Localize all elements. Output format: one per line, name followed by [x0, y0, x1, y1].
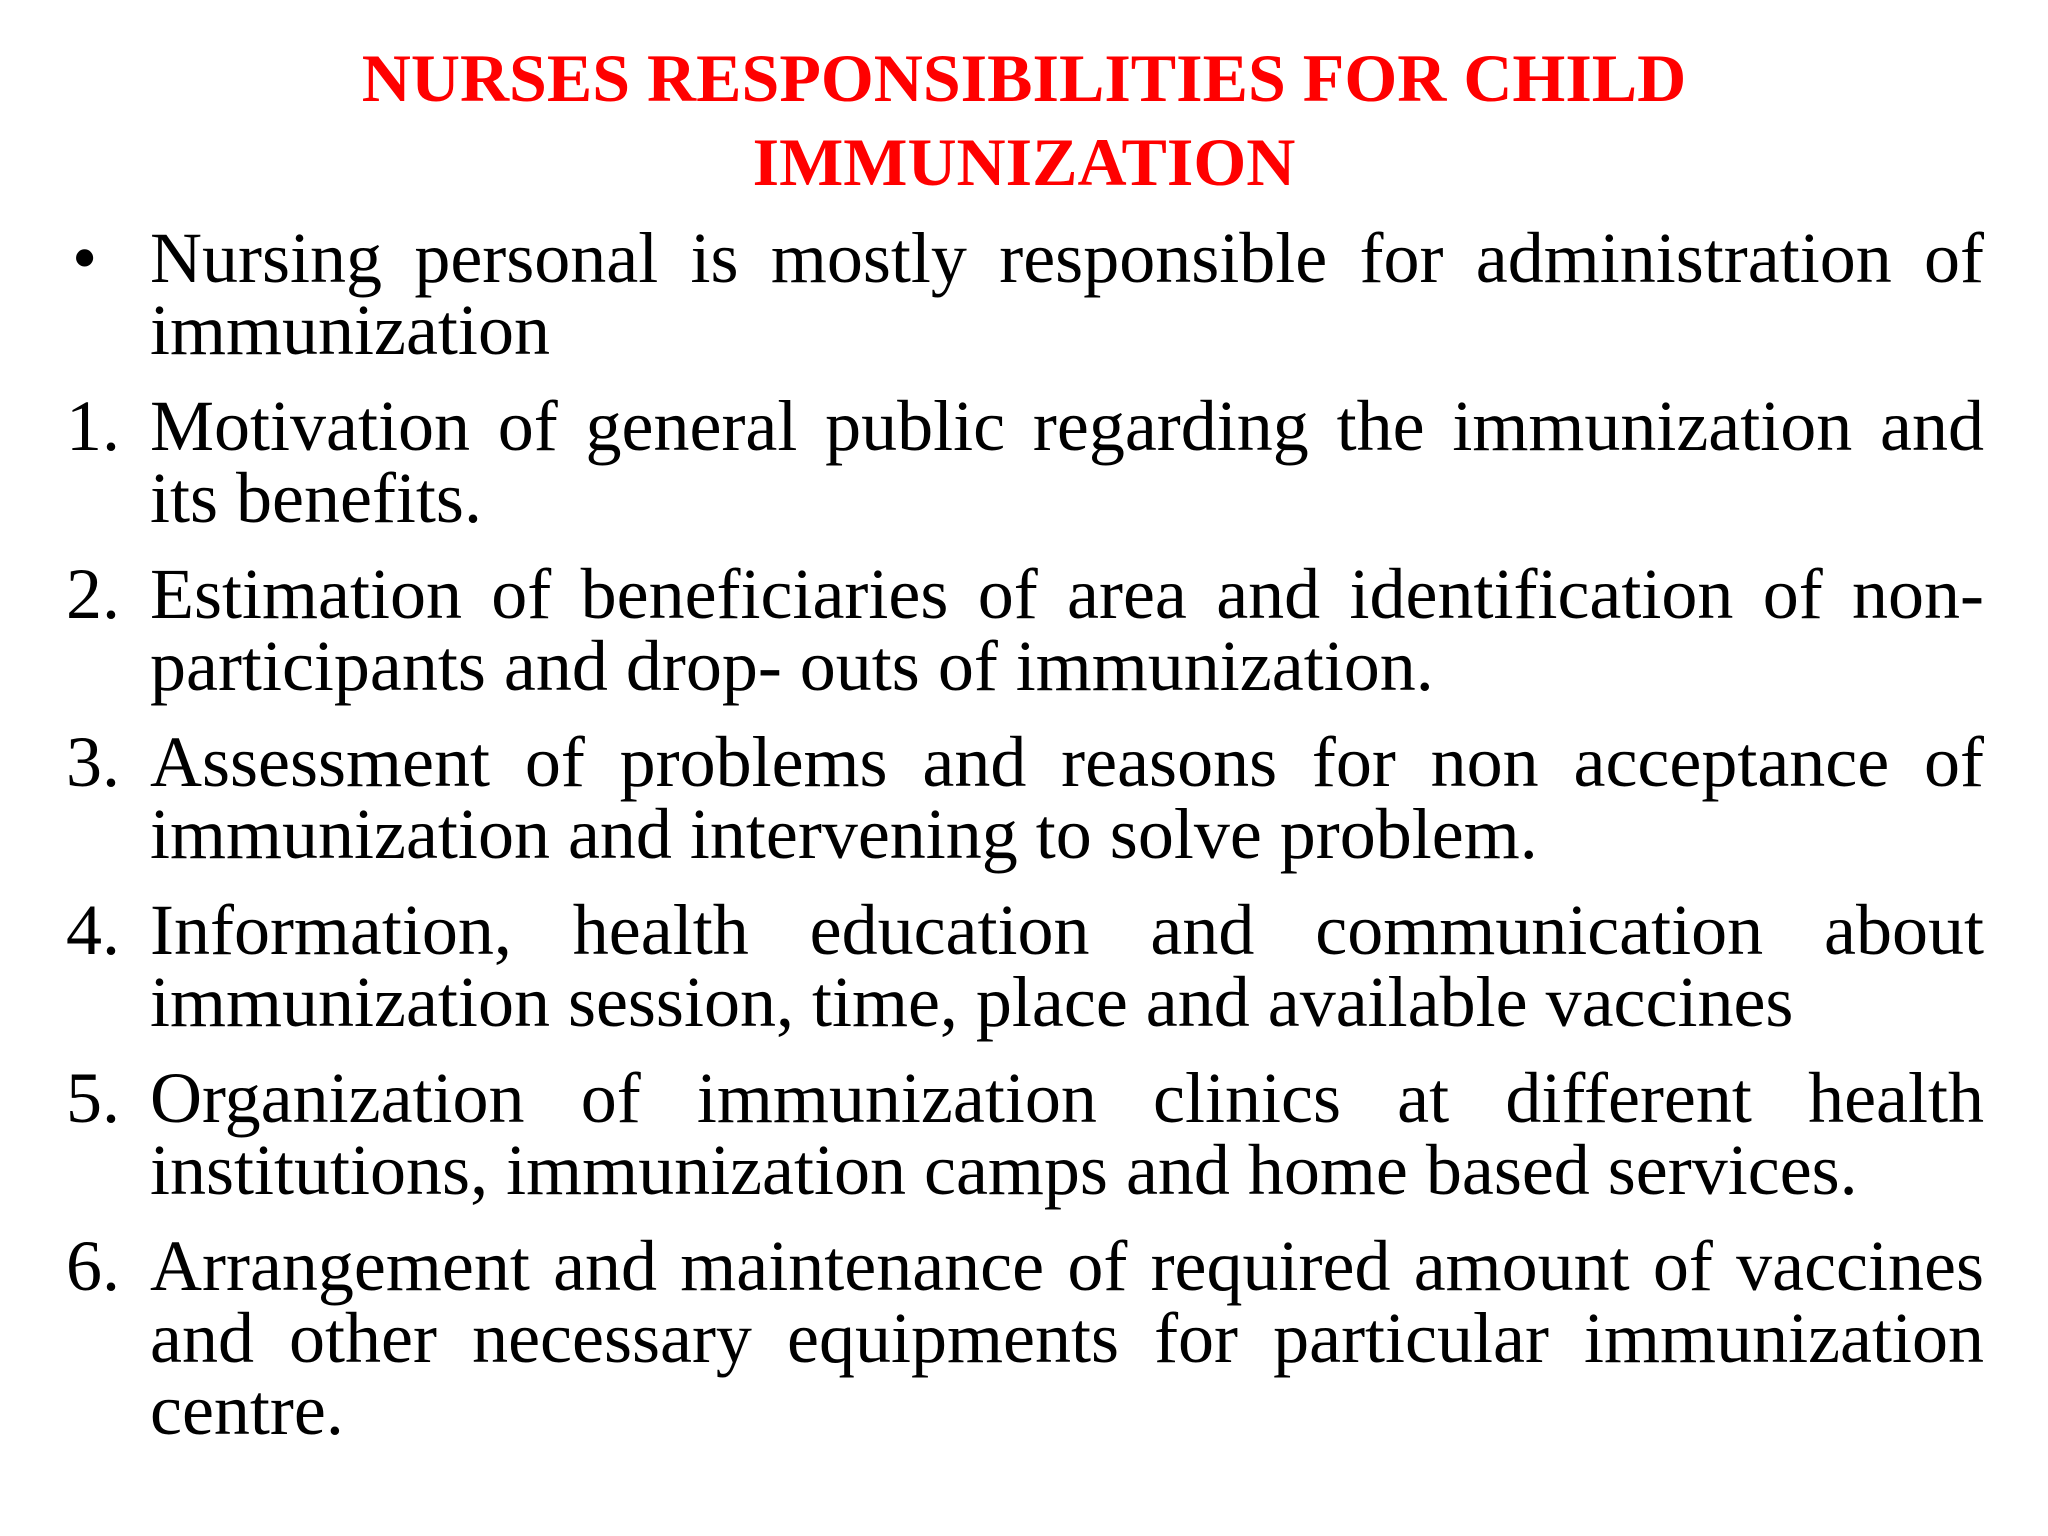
list-number: 6. — [66, 1226, 120, 1306]
list-number: 5. — [66, 1058, 120, 1138]
list-item — [66, 386, 1984, 538]
list-item-text: Motivation of general public regarding the immunization and its benefits. — [150, 386, 1984, 538]
list-number: 4. — [66, 890, 120, 970]
list-item-text: Assessment of problems and reasons for non acceptance of immunization and intervening to solve problem. — [150, 722, 1984, 874]
list-item-text: Arrangement and maintenance of required amount of vaccines and other necessary equipments for particular immunization centre. — [150, 1226, 1984, 1450]
list-item-text: Estimation of beneficiaries of area and identification of non-participants and drop- outs of immunization. — [150, 554, 1984, 706]
list-item — [66, 554, 1984, 706]
list-item — [66, 1058, 1984, 1210]
list-item — [66, 722, 1984, 874]
responsibilities-list — [66, 218, 1984, 1470]
list-number: 3. — [66, 722, 120, 802]
list-item — [66, 218, 1984, 370]
list-item — [66, 890, 1984, 1042]
list-item-text: Organization of immunization clinics at different health institutions, immunization camps and home based services. — [150, 1058, 1984, 1210]
list-item-text: Information, health education and communication about immunization session, time, place and available vaccines — [150, 890, 1984, 1042]
list-item — [66, 1226, 1984, 1450]
list-number: 1. — [66, 386, 120, 466]
list-number: 2. — [66, 554, 120, 634]
bullet-marker: • — [72, 218, 98, 298]
list-item-text: Nursing personal is mostly responsible for administration of immunization — [150, 218, 1984, 370]
slide-title: NURSES RESPONSIBILITIES FOR CHILD IMMUNIZATION — [361, 40, 1687, 200]
